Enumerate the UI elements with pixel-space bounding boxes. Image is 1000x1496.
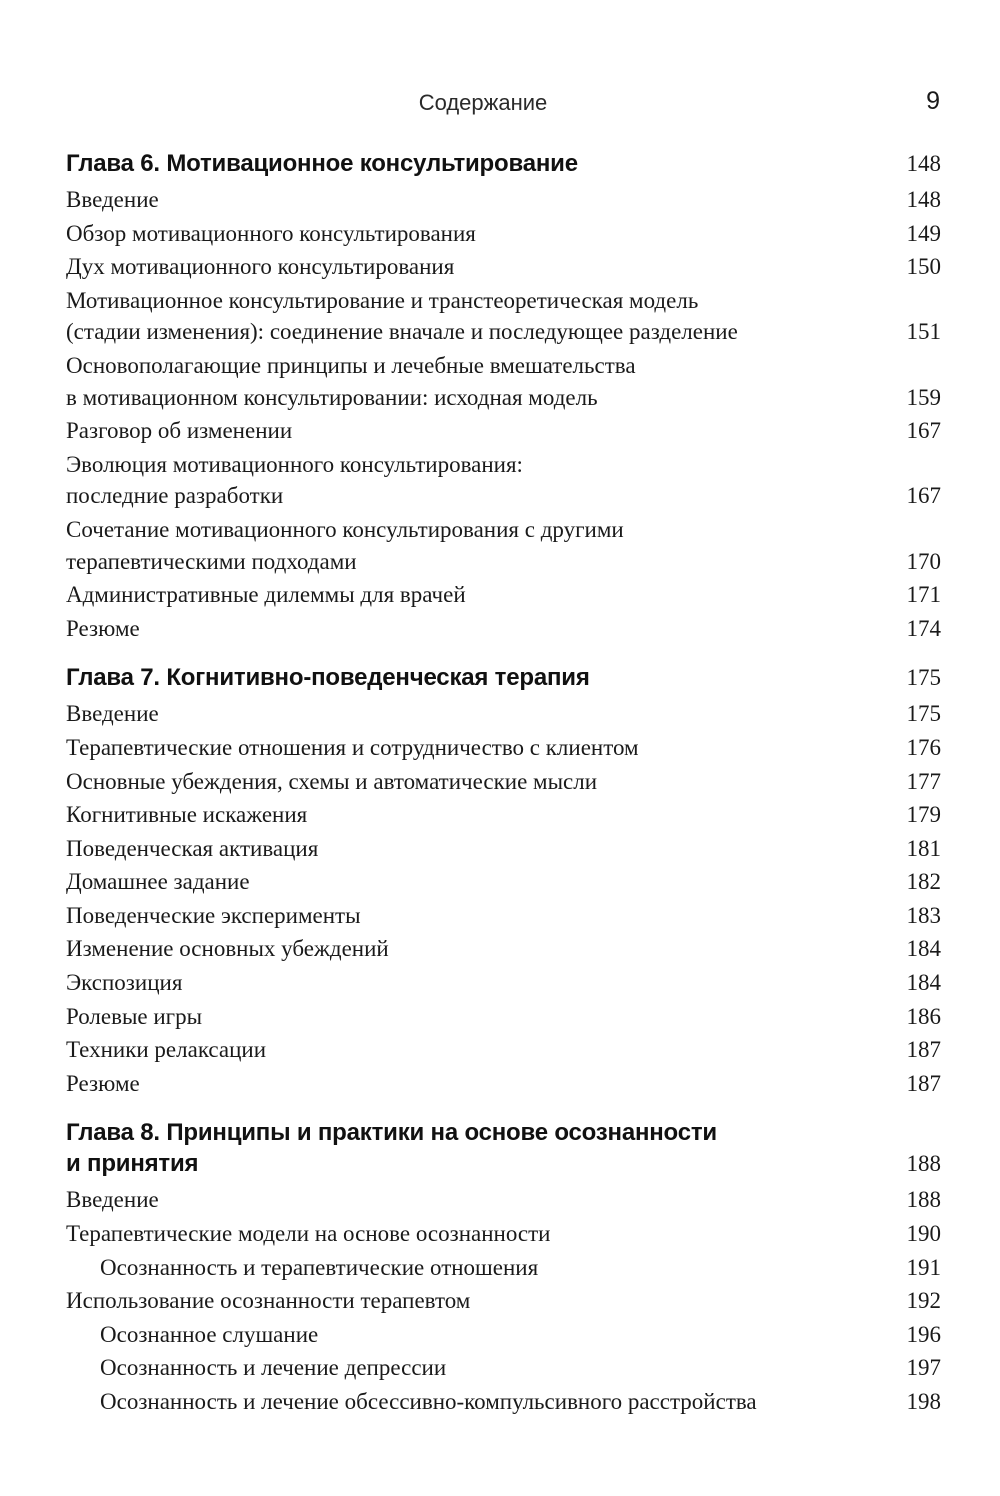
toc-entry bbox=[66, 184, 941, 216]
entry-title: Сочетание мотивационного консультирования с другими терапевтическими подходами bbox=[66, 516, 624, 574]
entry-page-number: 176 bbox=[906, 734, 941, 760]
entry-title: Осознанное слушание bbox=[100, 1321, 319, 1347]
toc-entry bbox=[66, 350, 941, 413]
toc-subentry bbox=[66, 1352, 941, 1384]
toc-entry bbox=[66, 732, 941, 764]
toc-entry bbox=[66, 698, 941, 730]
toc-entry bbox=[66, 449, 941, 512]
entry-page-number: 186 bbox=[906, 1003, 941, 1029]
entry-title: Введение bbox=[66, 1187, 159, 1213]
toc-entry bbox=[66, 415, 941, 447]
table-of-contents bbox=[66, 148, 941, 1436]
entry-title: Осознанность и лечение депрессии bbox=[100, 1355, 447, 1381]
entry-page-number: 183 bbox=[906, 902, 941, 928]
chapter-title: Глава 8. Принципы и практики на основе осознанности и принятия bbox=[66, 1119, 717, 1178]
chapter-6 bbox=[66, 148, 941, 644]
entry-title: Домашнее задание bbox=[66, 869, 250, 895]
entry-page-number: 190 bbox=[906, 1221, 941, 1247]
running-head bbox=[0, 88, 1000, 118]
entry-page-number: 167 bbox=[906, 483, 941, 509]
entry-page-number: 175 bbox=[906, 701, 941, 727]
entry-title: Терапевтические модели на основе осознанности bbox=[66, 1221, 551, 1247]
toc-entry bbox=[66, 866, 941, 898]
entry-title: Эволюция мотивационного консультирования: последние разработки bbox=[66, 451, 523, 509]
toc-subentry bbox=[66, 1319, 941, 1351]
toc-subentry bbox=[66, 1386, 941, 1418]
entry-title: Экспозиция bbox=[66, 970, 183, 996]
toc-entry bbox=[66, 799, 941, 831]
toc-entry bbox=[66, 1184, 941, 1216]
entry-page-number: 187 bbox=[906, 1070, 941, 1096]
chapter-page-number: 188 bbox=[906, 1151, 941, 1177]
entry-title: Основные убеждения, схемы и автоматические мысли bbox=[66, 768, 598, 794]
entry-title: Поведенческие эксперименты bbox=[66, 902, 361, 928]
toc-entry bbox=[66, 251, 941, 283]
toc-entry bbox=[66, 1218, 941, 1250]
entry-title: Поведенческая активация bbox=[66, 835, 319, 861]
entry-page-number: 197 bbox=[906, 1355, 941, 1381]
entry-title: Осознанность и лечение обсессивно-компульсивного расстройства bbox=[100, 1389, 757, 1414]
entry-page-number: 174 bbox=[906, 615, 941, 641]
toc-entry bbox=[66, 967, 941, 999]
toc-subentry bbox=[66, 1252, 941, 1284]
entry-title: Резюме bbox=[66, 1070, 140, 1096]
entry-title: Изменение основных убеждений bbox=[66, 936, 389, 962]
entry-page-number: 179 bbox=[906, 802, 941, 828]
running-title: Содержание bbox=[418, 90, 548, 115]
toc-entry bbox=[66, 613, 941, 645]
entry-page-number: 148 bbox=[906, 187, 941, 212]
entry-title: Использование осознанности терапевтом bbox=[66, 1288, 471, 1314]
entry-title: Введение bbox=[66, 701, 159, 727]
toc-entry bbox=[66, 1001, 941, 1033]
chapter-heading bbox=[66, 1117, 941, 1179]
chapter-heading bbox=[66, 662, 941, 693]
entry-title: Терапевтические отношения и сотрудничество с клиентом bbox=[66, 734, 639, 760]
entry-page-number: 181 bbox=[906, 835, 941, 861]
chapter-title: Глава 7. Когнитивно-поведенческая терапия bbox=[66, 664, 590, 692]
chapter-heading bbox=[66, 148, 941, 179]
toc-entry bbox=[66, 766, 941, 798]
entry-title: Техники релаксации bbox=[66, 1037, 267, 1063]
entry-page-number: 167 bbox=[906, 418, 941, 444]
chapter-page-number: 148 bbox=[906, 151, 941, 176]
chapter-7 bbox=[66, 662, 941, 1099]
toc-entry bbox=[66, 933, 941, 965]
entry-page-number: 184 bbox=[906, 936, 941, 962]
entry-title: Административные дилеммы для врачей bbox=[66, 582, 466, 608]
toc-entry bbox=[66, 285, 941, 348]
toc-entry bbox=[66, 579, 941, 611]
entry-page-number: 177 bbox=[906, 768, 941, 794]
toc-entry bbox=[66, 900, 941, 932]
entry-title: Мотивационное консультирование и транстеоретическая модель (стадии изменения): соединение вначале и последующее разделение bbox=[66, 287, 738, 345]
entry-title: Когнитивные искажения bbox=[66, 802, 308, 828]
entry-page-number: 170 bbox=[906, 548, 941, 574]
entry-page-number: 184 bbox=[906, 970, 941, 996]
entry-page-number: 192 bbox=[906, 1288, 941, 1314]
chapter-page-number: 175 bbox=[906, 665, 941, 691]
toc-entry bbox=[66, 1285, 941, 1317]
entry-page-number: 182 bbox=[906, 869, 941, 895]
entry-title: Введение bbox=[66, 187, 159, 212]
toc-entry bbox=[66, 218, 941, 250]
entry-page-number: 150 bbox=[906, 254, 941, 280]
entry-page-number: 187 bbox=[906, 1037, 941, 1063]
toc-entry bbox=[66, 1034, 941, 1066]
entry-title: Обзор мотивационного консультирования bbox=[66, 220, 476, 246]
entry-title: Разговор об изменении bbox=[66, 418, 293, 444]
entry-page-number: 159 bbox=[906, 384, 941, 410]
page-number: 9 bbox=[926, 87, 940, 115]
entry-page-number: 196 bbox=[906, 1321, 941, 1347]
chapter-8 bbox=[66, 1117, 941, 1417]
entry-page-number: 151 bbox=[906, 319, 941, 345]
entry-page-number: 198 bbox=[906, 1389, 941, 1414]
toc-entry bbox=[66, 514, 941, 577]
entry-title: Дух мотивационного консультирования bbox=[66, 254, 455, 280]
entry-page-number: 191 bbox=[906, 1254, 941, 1280]
toc-entry bbox=[66, 833, 941, 865]
chapter-title: Глава 6. Мотивационное консультирование bbox=[66, 150, 578, 177]
entry-title: Основополагающие принципы и лечебные вмешательства в мотивационном консультировании: исходная модель bbox=[66, 352, 636, 410]
entry-page-number: 149 bbox=[906, 220, 941, 246]
entry-title: Ролевые игры bbox=[66, 1003, 203, 1029]
entry-title: Осознанность и терапевтические отношения bbox=[100, 1254, 539, 1280]
entry-title: Резюме bbox=[66, 615, 140, 641]
toc-entry bbox=[66, 1068, 941, 1100]
entry-page-number: 171 bbox=[906, 582, 941, 608]
entry-page-number: 188 bbox=[906, 1187, 941, 1213]
